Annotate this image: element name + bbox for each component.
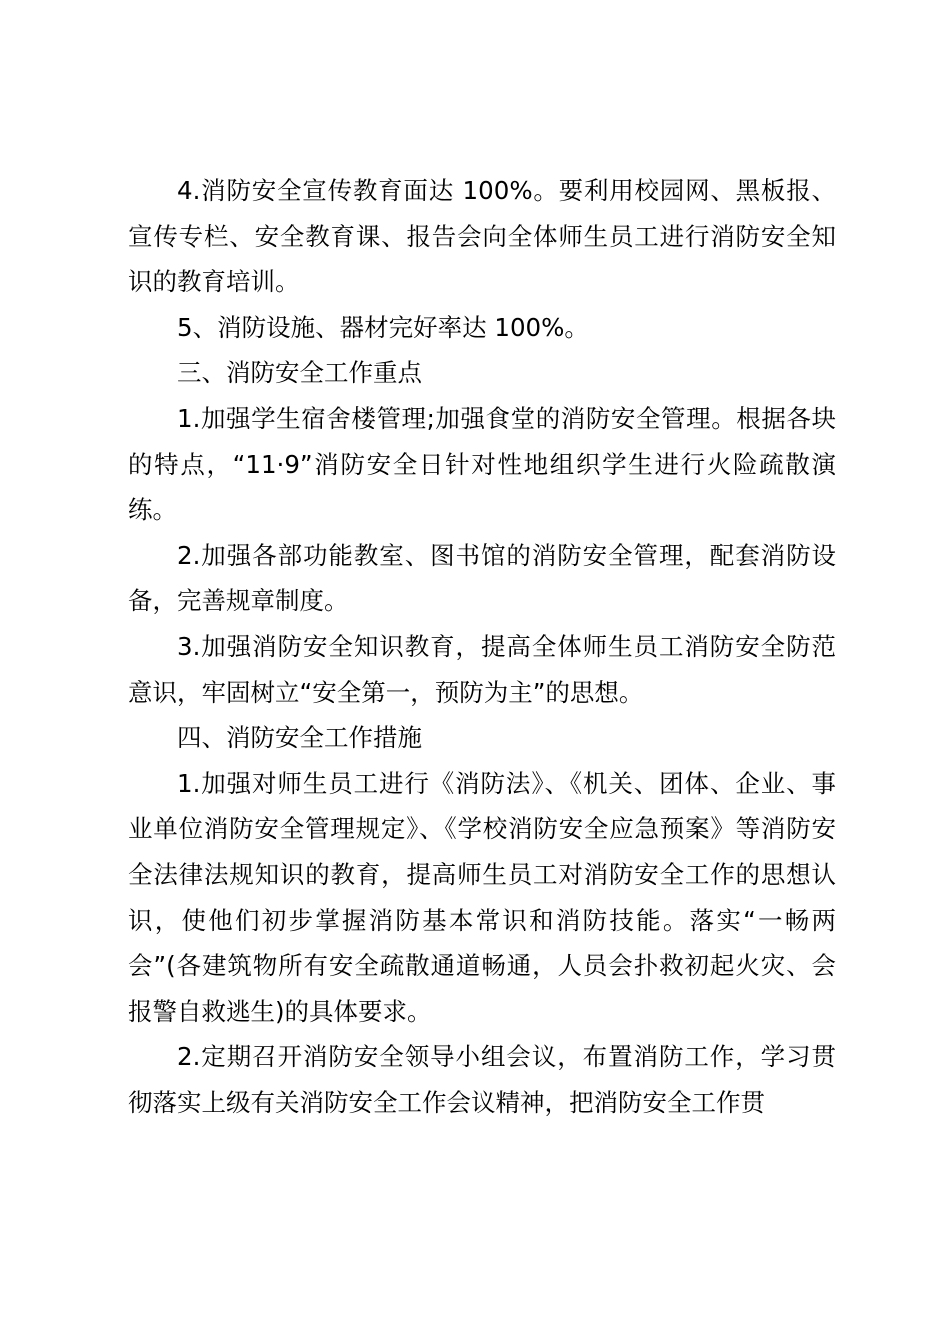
section-heading-key-points: 三、消防安全工作重点 bbox=[177, 358, 422, 388]
section-heading-measures: 四、消防安全工作措施 bbox=[177, 723, 422, 753]
paragraph-regular-meetings: 2.定期召开消防安全领导小组会议，布置消防工作，学习贯彻落实上级有关消防安全工作会议精神，把消防安全工作贯 bbox=[128, 1042, 836, 1117]
paragraph-law-education: 1.加强对师生员工进行《消防法》、《机关、团体、企业、事业单位消防安全管理规定》、《学校消防安全应急预案》等消防安全法律法规知识的教育，提高师生员工对消防安全工作的思想认识，使他们初步掌握消防基本常识和消防技能。落实“一畅两会”(各建筑物所有安全疏散通道畅通，人员会扑救初起火灾、会报警自救逃生)的具体要求。 bbox=[128, 768, 836, 1026]
paragraph-publicity-coverage: 4.消防安全宣传教育面达 100%。要利用校园网、黑板报、宣传专栏、安全教育课、报告会向全体师生员工进行消防安全知识的教育培训。 bbox=[128, 176, 836, 297]
paragraph-safety-education: 3.加强消防安全知识教育，提高全体师生员工消防安全防范意识，牢固树立“安全第一，预防为主”的思想。 bbox=[128, 631, 836, 707]
paragraph-classroom-library: 2.加强各部功能教室、图书馆的消防安全管理，配套消防设备，完善规章制度。 bbox=[128, 540, 836, 616]
paragraph-equipment-rate: 5、消防设施、器材完好率达 100%。 bbox=[177, 312, 589, 342]
document-body bbox=[128, 168, 836, 1125]
paragraph-dormitory-management: 1.加强学生宿舍楼管理;加强食堂的消防安全管理。根据各块的特点，“11·9”消防安全日针对性地组织学生进行火险疏散演练。 bbox=[128, 403, 836, 525]
